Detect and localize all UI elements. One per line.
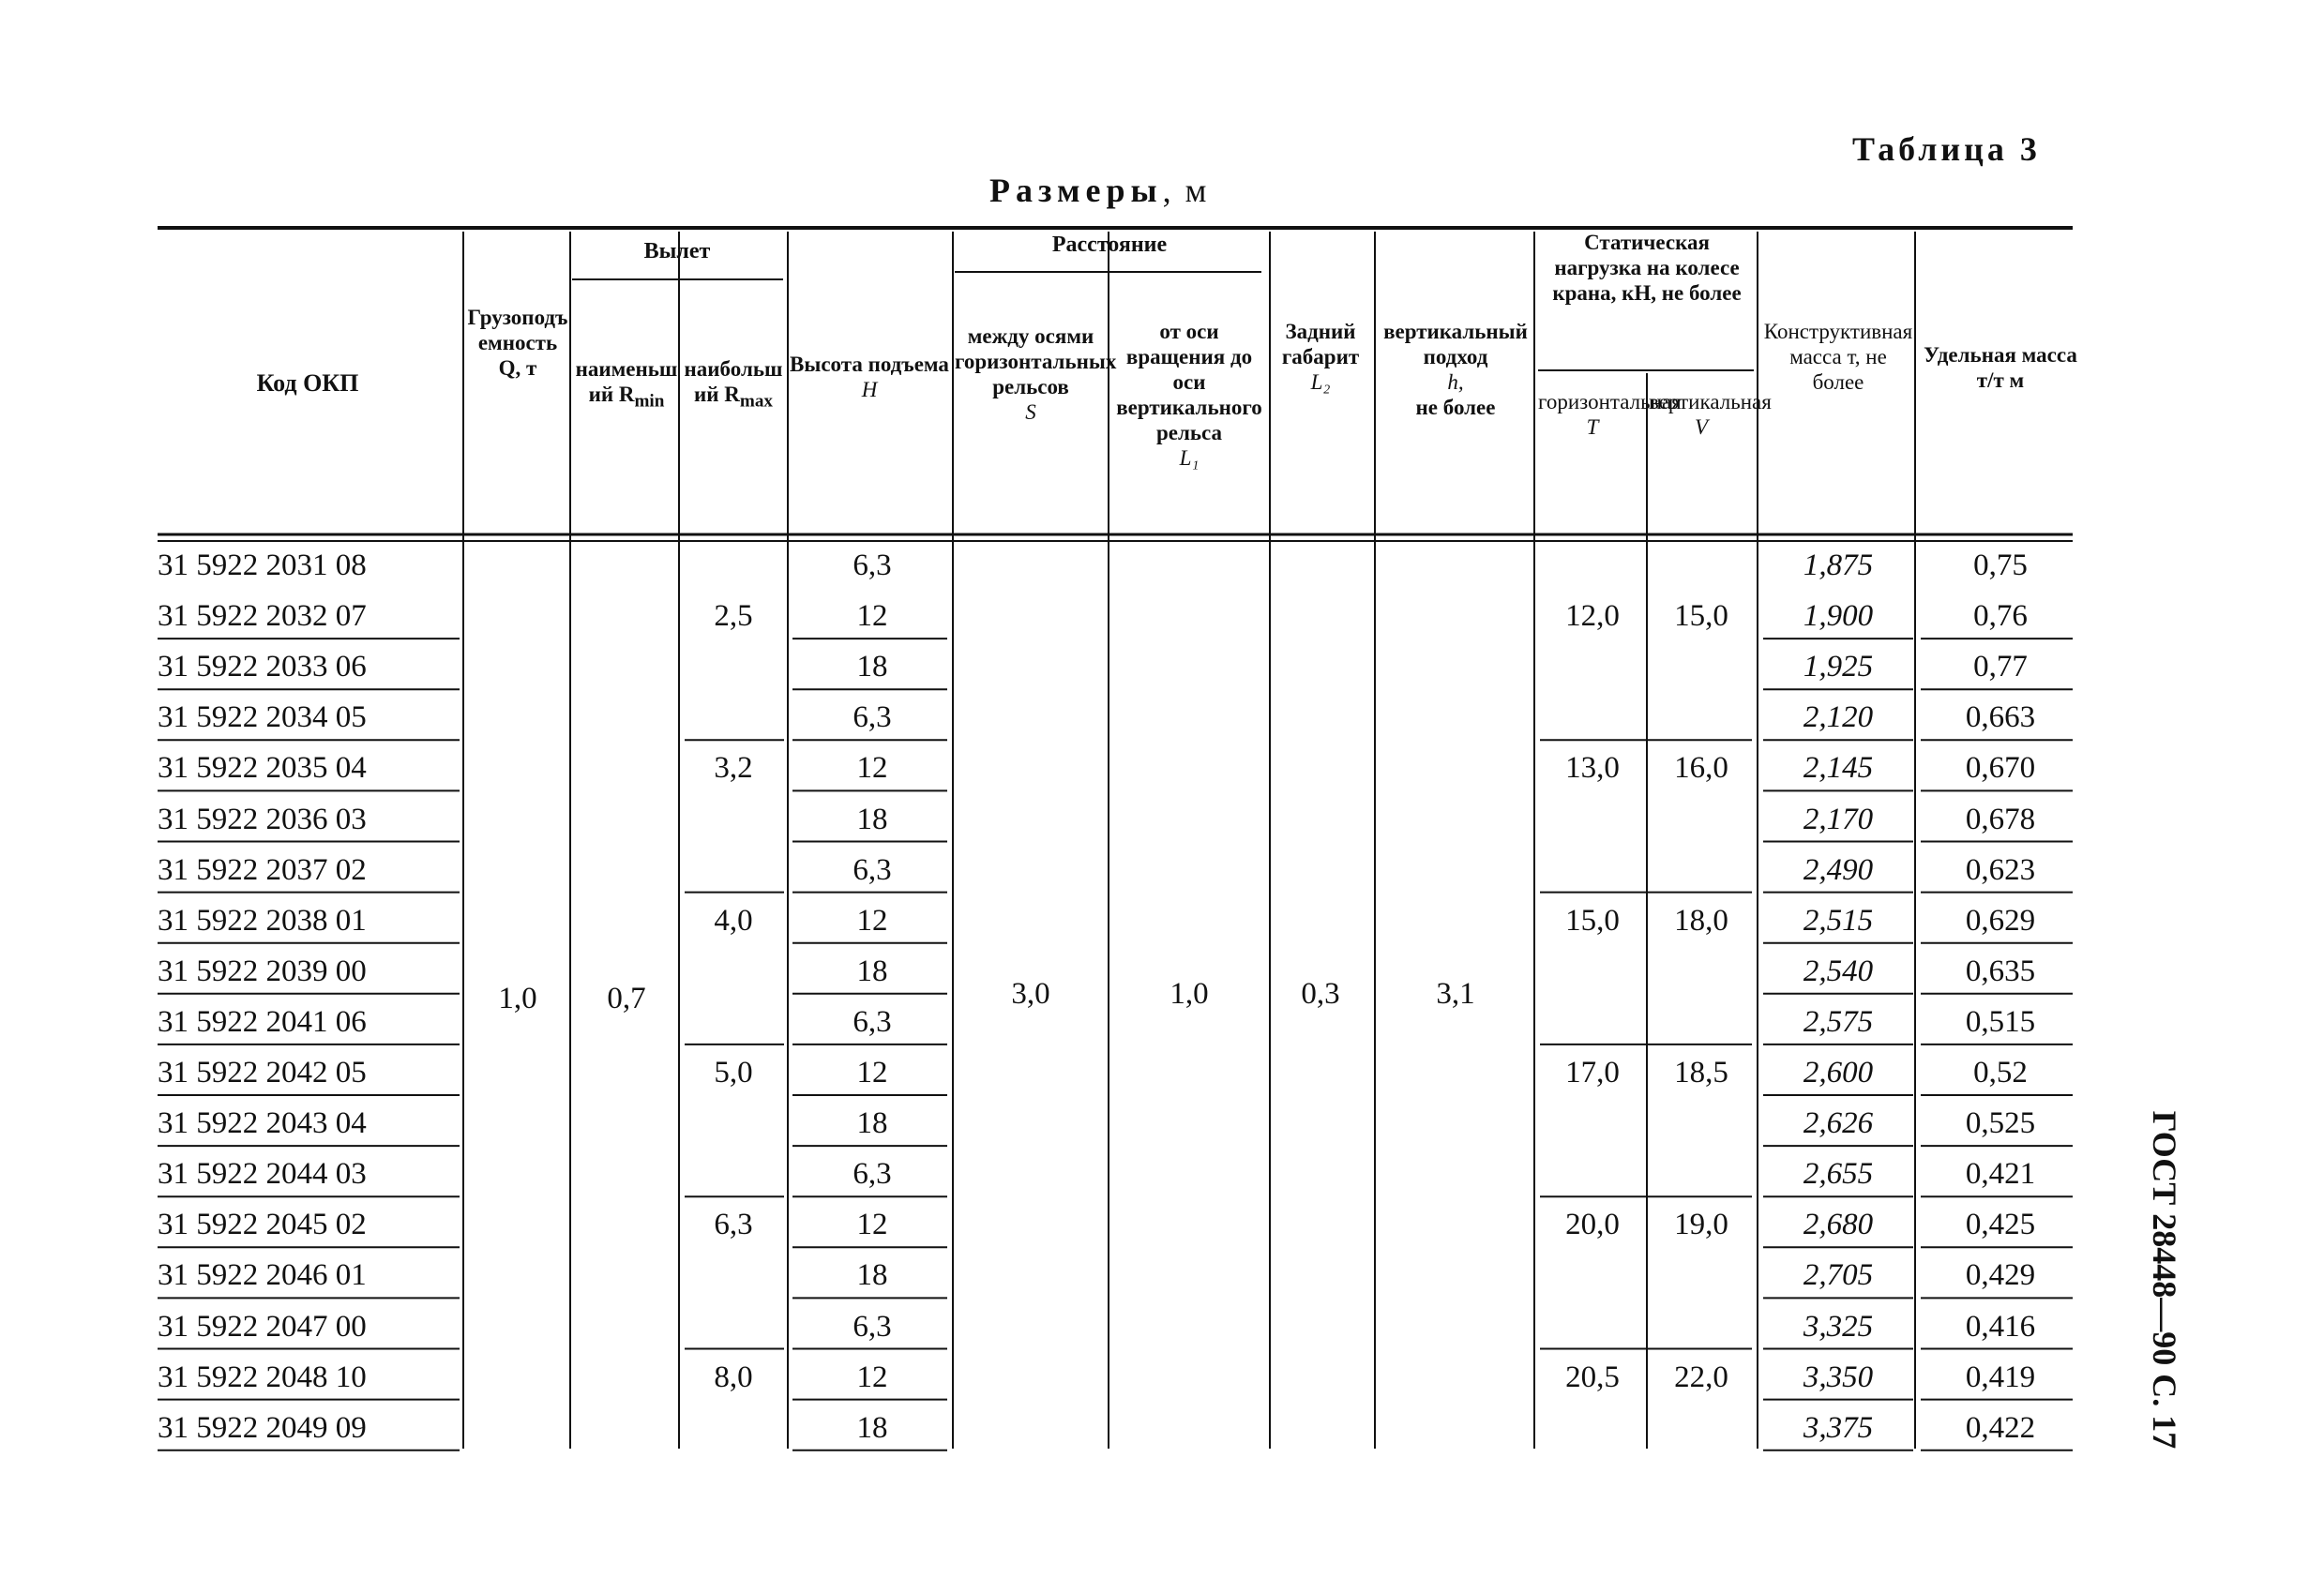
row-code: 31 5922 2048 10 [158, 1360, 367, 1394]
row-mass: 2,170 [1803, 802, 1874, 836]
row-unit-mass: 0,629 [1965, 903, 2036, 938]
row-code: 31 5922 2046 01 [158, 1258, 367, 1293]
row-code: 31 5922 2045 02 [158, 1208, 367, 1242]
row-mass: 2,575 [1803, 1004, 1874, 1039]
row-mass: 1,900 [1803, 599, 1874, 634]
reach-max-group: 5,0 [714, 1056, 753, 1090]
dist-l1-symbol: L₁ [1179, 446, 1200, 470]
row-mass: 3,325 [1803, 1309, 1874, 1344]
row-height: 6,3 [853, 1309, 892, 1344]
row-unit-mass: 0,75 [1973, 549, 2028, 582]
row-mass: 2,680 [1803, 1208, 1874, 1242]
header-distance: Расстояние [1051, 233, 1168, 257]
row-mass: 1,925 [1803, 650, 1874, 684]
vertical-note: не более [1415, 396, 1496, 419]
header-height [790, 352, 949, 402]
row-height: 18 [856, 650, 888, 684]
row-height: 12 [856, 1360, 888, 1394]
row-unit-mass: 0,670 [1965, 751, 2036, 786]
row-unit-mass: 0,515 [1965, 1004, 2036, 1039]
dist-s-label: между осями горизонтальных рельсов [955, 324, 1117, 398]
header-mass: Конструктивная масса т, не более [1763, 320, 1913, 394]
dist-s-symbol: S [1025, 400, 1036, 424]
load-v-group: 16,0 [1674, 751, 1728, 786]
row-unit-mass: 0,623 [1965, 852, 2036, 887]
vertical-symbol: h, [1447, 370, 1464, 394]
reach-min-value: 0,7 [607, 982, 646, 1015]
reach-max-group: 2,5 [714, 599, 753, 634]
load-v-group: 19,0 [1674, 1208, 1728, 1242]
row-code: 31 5922 2039 00 [158, 954, 367, 988]
row-mass: 2,540 [1803, 954, 1874, 988]
row-code: 31 5922 2047 00 [158, 1309, 367, 1344]
reach-min-sub: min [634, 391, 665, 412]
row-unit-mass: 0,425 [1965, 1208, 2036, 1242]
load-v-group: 18,5 [1674, 1056, 1728, 1090]
row-unit-mass: 0,419 [1965, 1360, 2036, 1394]
row-unit-mass: 0,635 [1965, 954, 2036, 988]
row-mass: 3,375 [1803, 1410, 1874, 1445]
load-v-group: 18,0 [1674, 903, 1728, 938]
row-mass: 2,600 [1803, 1056, 1874, 1090]
table-number: Таблица 3 [1852, 130, 2041, 168]
load-t-group: 20,5 [1565, 1360, 1620, 1394]
load-t-symbol: T [1586, 415, 1599, 439]
dist-l1-value: 1,0 [1170, 977, 1209, 1011]
row-height: 18 [856, 802, 888, 836]
row-code: 31 5922 2041 06 [158, 1004, 367, 1039]
row-unit-mass: 0,421 [1965, 1157, 2036, 1192]
load-t-group: 13,0 [1565, 751, 1620, 786]
header-reach-max [681, 356, 786, 414]
row-code: 31 5922 2032 07 [158, 599, 367, 634]
load-v-symbol: V [1694, 415, 1709, 439]
row-height: 6,3 [853, 549, 892, 582]
row-code: 31 5922 2037 02 [158, 852, 367, 887]
row-mass: 2,655 [1803, 1157, 1874, 1192]
row-height: 18 [856, 954, 888, 988]
header-unit-mass: Удельная масса т/т м [1924, 343, 2077, 392]
row-height: 12 [856, 751, 888, 786]
reach-max-group: 6,3 [714, 1208, 753, 1242]
vertical-label: вертикальный подход [1383, 320, 1528, 368]
reach-max-group: 3,2 [714, 751, 753, 786]
row-code: 31 5922 2035 04 [158, 751, 367, 786]
row-mass: 2,120 [1803, 700, 1874, 735]
load-v-group: 15,0 [1674, 599, 1728, 634]
row-code: 31 5922 2038 01 [158, 903, 367, 938]
row-mass: 3,350 [1803, 1360, 1874, 1394]
load-t-label: горизонтальная [1538, 390, 1682, 413]
load-t-group: 17,0 [1565, 1056, 1620, 1090]
vertical-value: 3,1 [1436, 977, 1475, 1011]
header-dist-s [955, 323, 1117, 425]
reach-max-group: 4,0 [714, 903, 753, 938]
row-height: 18 [856, 1106, 888, 1141]
row-code: 31 5922 2043 04 [158, 1106, 367, 1141]
load-t-group: 12,0 [1565, 599, 1620, 634]
row-code: 31 5922 2033 06 [158, 650, 367, 684]
row-code: 31 5922 2036 03 [158, 802, 367, 836]
row-unit-mass: 0,663 [1965, 700, 2036, 735]
row-height: 6,3 [853, 700, 892, 735]
row-unit-mass: 0,77 [1973, 650, 2028, 684]
row-unit-mass: 0,525 [1965, 1106, 2036, 1141]
row-unit-mass: 0,76 [1973, 599, 2028, 634]
load-v-label: вертикальная [1649, 390, 1772, 413]
header-vertical [1381, 319, 1531, 420]
rear-value: 0,3 [1301, 977, 1340, 1011]
row-mass: 1,875 [1803, 549, 1874, 582]
row-unit-mass: 0,422 [1965, 1410, 2036, 1445]
side-caption-text: ГОСТ 28448—90 С. 17 [2146, 1110, 2183, 1450]
reach-min-label: наименьший R [575, 357, 678, 406]
caption-unit: , м [1162, 172, 1210, 209]
row-unit-mass: 0,416 [1965, 1309, 2036, 1344]
row-unit-mass: 0,678 [1965, 802, 2036, 836]
header-load-v [1649, 389, 1772, 440]
rear-symbol: L₂ [1310, 370, 1331, 394]
row-height: 6,3 [853, 1004, 892, 1039]
row-code: 31 5922 2034 05 [158, 700, 367, 735]
row-unit-mass: 0,429 [1965, 1258, 2036, 1293]
row-code: 31 5922 2042 05 [158, 1056, 367, 1090]
header-dist-l1 [1110, 319, 1268, 471]
row-mass: 2,705 [1803, 1258, 1874, 1293]
header-capacity: Грузоподъемность Q, т [467, 306, 568, 380]
capacity-value: 1,0 [498, 982, 537, 1015]
load-v-group: 22,0 [1674, 1360, 1728, 1394]
header-reach: Вылет [643, 239, 711, 263]
rear-label: Задний габарит [1281, 320, 1360, 368]
header-code: Код ОКП [256, 369, 359, 397]
dist-l1-label: от оси вращения до оси вертикального рельса [1116, 320, 1262, 444]
reach-max-sub: max [739, 391, 773, 412]
header-reach-min [574, 356, 679, 414]
header-static-load: Статическая нагрузка на колесе крана, кН, не более [1552, 231, 1742, 305]
row-code: 31 5922 2049 09 [158, 1410, 367, 1445]
load-t-group: 15,0 [1565, 903, 1620, 938]
dist-s-value: 3,0 [1011, 977, 1050, 1011]
row-mass: 2,626 [1803, 1106, 1874, 1141]
row-code: 31 5922 2031 08 [158, 549, 367, 582]
row-height: 12 [856, 1208, 888, 1242]
row-unit-mass: 0,52 [1973, 1056, 2028, 1090]
caption-bold: Размеры [989, 172, 1163, 209]
row-height: 12 [856, 1056, 888, 1090]
row-code: 31 5922 2044 03 [158, 1157, 367, 1192]
row-mass: 2,145 [1803, 751, 1874, 786]
header-load-t [1538, 389, 1682, 440]
reach-max-label: наибольший R [684, 357, 783, 406]
header-rear [1274, 319, 1367, 395]
row-height: 18 [856, 1258, 888, 1293]
load-t-group: 20,0 [1565, 1208, 1620, 1242]
row-mass: 2,515 [1803, 903, 1874, 938]
row-height: 6,3 [853, 1157, 892, 1192]
row-height: 18 [856, 1410, 888, 1445]
height-symbol: H [861, 378, 878, 401]
row-height: 6,3 [853, 852, 892, 887]
height-label: Высота подъема [790, 353, 949, 376]
reach-max-group: 8,0 [714, 1360, 753, 1394]
row-height: 12 [856, 903, 888, 938]
row-mass: 2,490 [1803, 852, 1874, 887]
row-height: 12 [856, 599, 888, 634]
